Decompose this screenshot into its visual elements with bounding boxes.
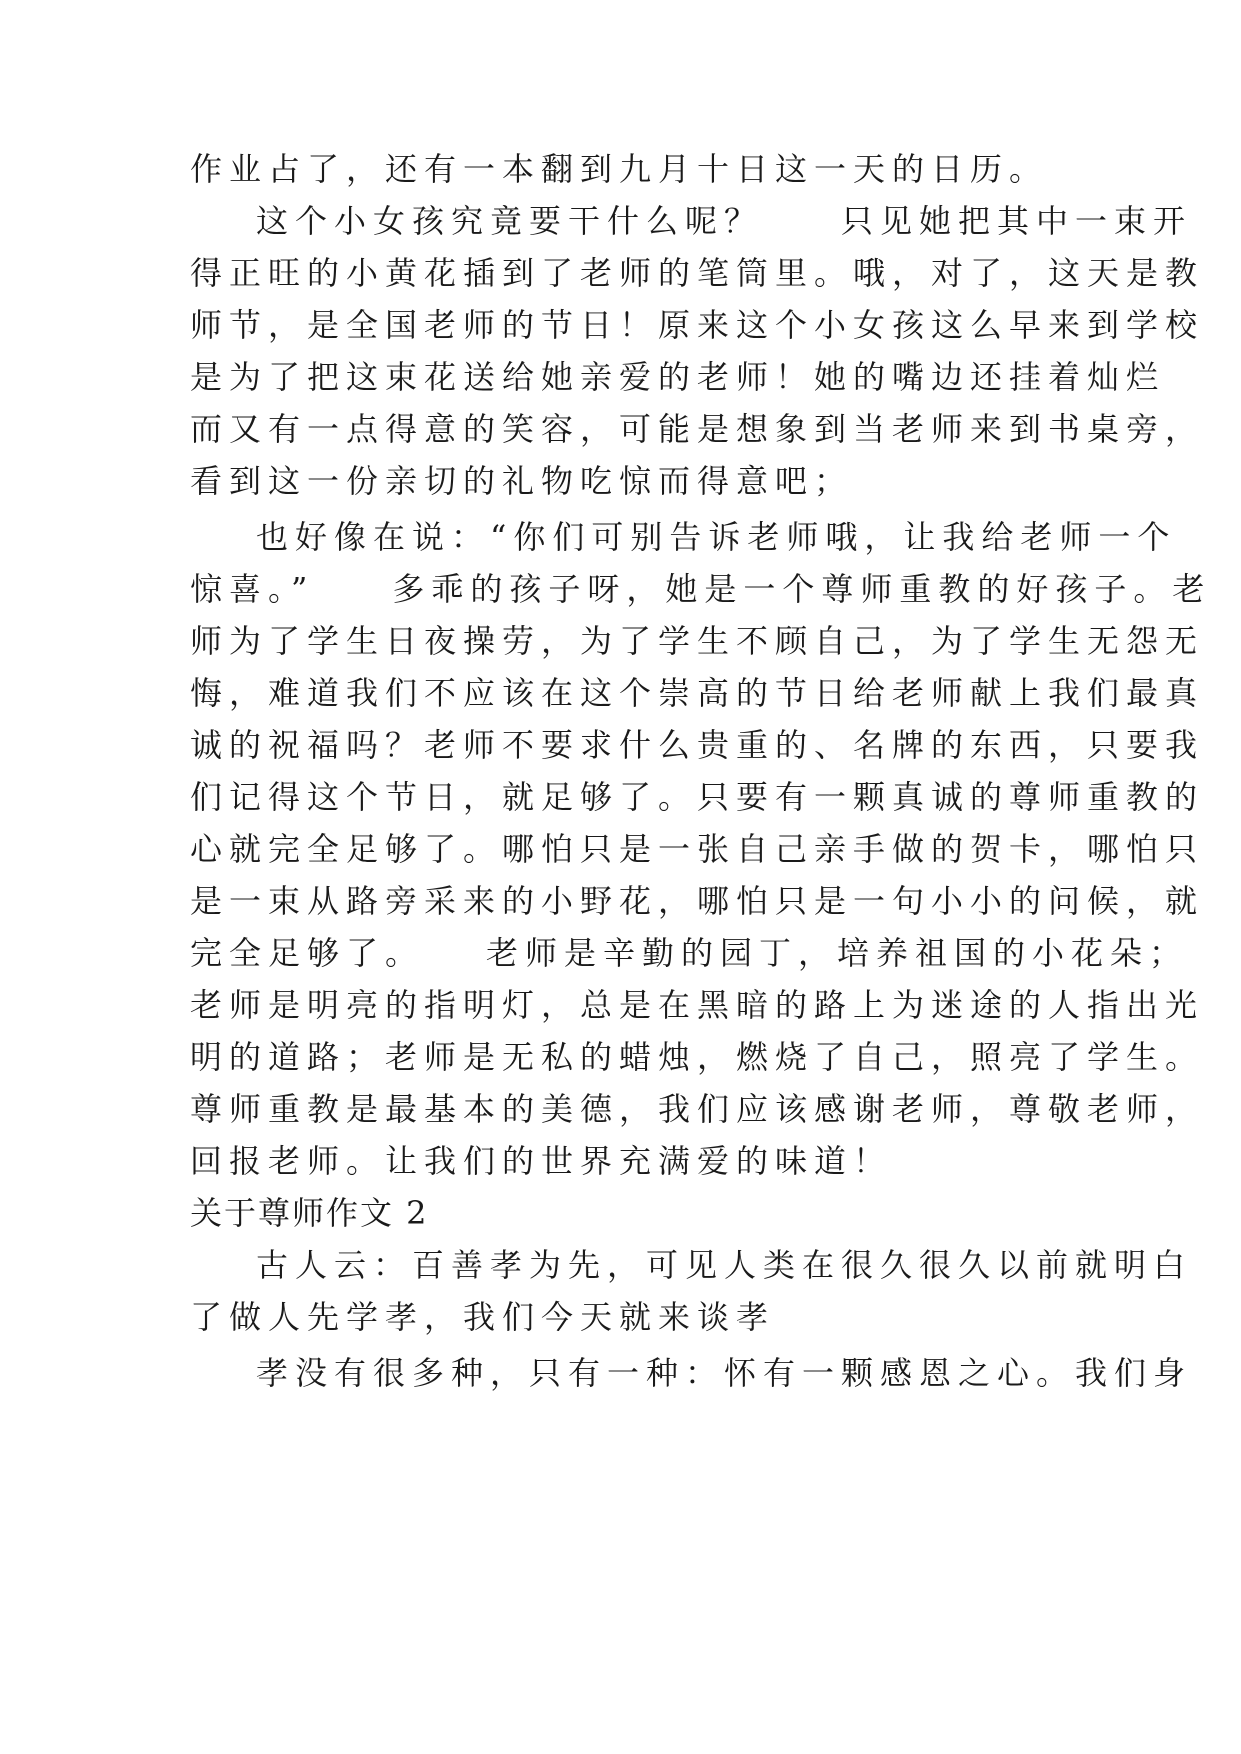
section-heading: 关于尊师作文 2 [190,1194,429,1232]
text-line: 是一束从路旁采来的小野花，哪怕只是一句小小的问候，就 [190,882,1205,920]
text-line: 们记得这个节日，就足够了。只要有一颗真诚的尊师重教的 [190,778,1205,816]
text-line: 心就完全足够了。哪怕只是一张自己亲手做的贺卡，哪怕只 [190,830,1205,868]
paragraph-first-line: 古人云：百善孝为先，可见人类在很久很久以前就明白 [256,1246,1193,1284]
text-line: 看到这一份亲切的礼物吃惊而得意吧； [190,462,854,500]
text-line: 作业占了，还有一本翻到九月十日这一天的日历。 [190,150,1049,188]
text-line: 惊喜。” 多乖的孩子呀，她是一个尊师重教的好孩子。老 [190,570,1212,608]
text-line: 完全足够了。 老师是辛勤的园丁，培养祖国的小花朵； [190,934,1189,972]
paragraph-first-line: 孝没有很多种，只有一种：怀有一颗感恩之心。我们身 [256,1354,1193,1392]
text-line: 师为了学生日夜操劳，为了学生不顾自己，为了学生无怨无 [190,622,1205,660]
text-line: 是为了把这束花送给她亲爱的老师！她的嘴边还挂着灿烂 [190,358,1166,396]
text-line: 得正旺的小黄花插到了老师的笔筒里。哦，对了，这天是教 [190,254,1205,292]
paragraph-first-line: 也好像在说：“你们可别告诉老师哦，让我给老师一个 [256,518,1177,556]
text-line: 尊师重教是最基本的美德，我们应该感谢老师，尊敬老师， [190,1090,1205,1128]
text-line: 了做人先学孝，我们今天就来谈孝 [190,1298,776,1336]
text-line: 老师是明亮的指明灯，总是在黑暗的路上为迷途的人指出光 [190,986,1205,1024]
text-line: 悔，难道我们不应该在这个崇高的节日给老师献上我们最真 [190,674,1205,712]
text-line: 明的道路；老师是无私的蜡烛，燃烧了自己，照亮了学生。 [190,1038,1205,1076]
text-line: 师节，是全国老师的节日！原来这个小女孩这么早来到学校 [190,306,1205,344]
paragraph-first-line: 这个小女孩究竟要干什么呢？ 只见她把其中一束开 [256,202,1193,240]
text-line: 回报老师。让我们的世界充满爱的味道！ [190,1142,893,1180]
text-line: 诚的祝福吗？老师不要求什么贵重的、名牌的东西，只要我 [190,726,1205,764]
text-line: 而又有一点得意的笑容，可能是想象到当老师来到书桌旁， [190,410,1205,448]
